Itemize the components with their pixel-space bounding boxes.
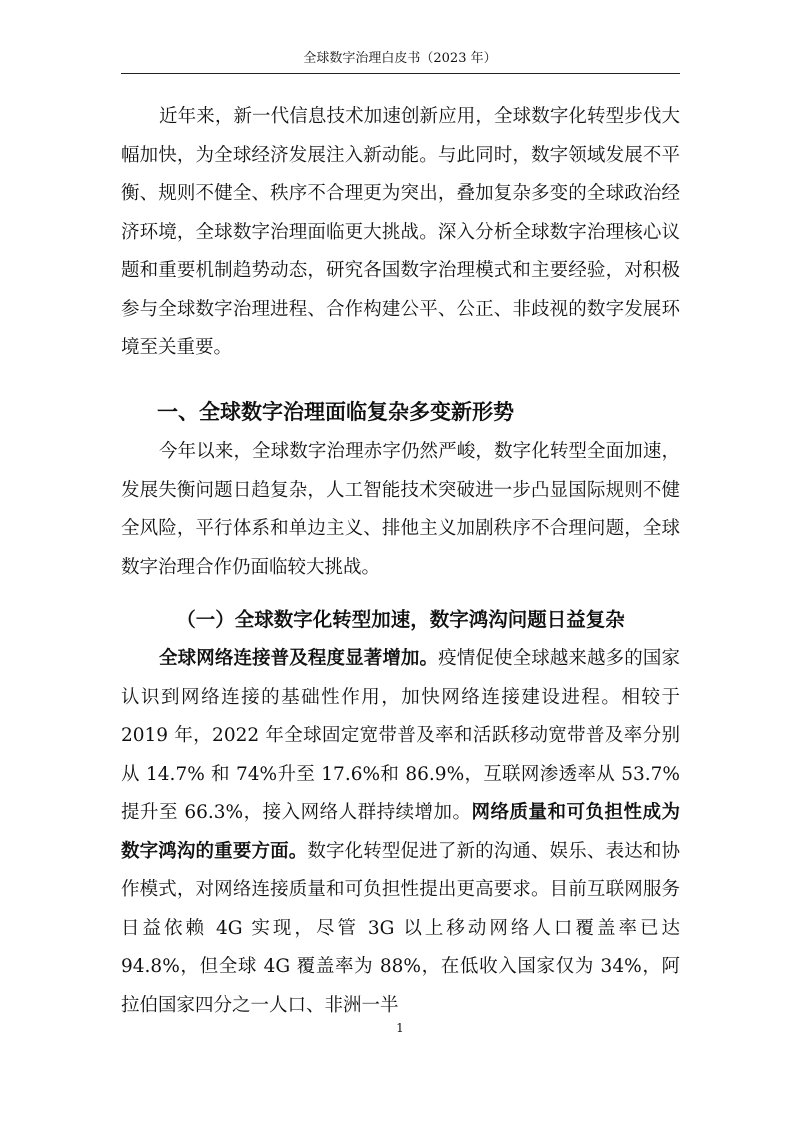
running-header: 全球数字治理白皮书（2023 年） <box>303 51 497 66</box>
subsection-paragraph <box>121 640 680 1025</box>
page-number: 1 <box>396 1021 404 1035</box>
header-divider <box>121 73 680 74</box>
lead-sentence-digital-divide: 网络质量和可负担性成为数字鸿沟的重要方面。 <box>121 802 680 862</box>
intro-paragraph: 近年来，新一代信息技术加速创新应用，全球数字化转型步伐大幅加快，为全球经济发展注入新动能。与此同时，数字领域发展不平衡、规则不健全、秩序不合理更为突出，叠加复杂多变的全球政治经济环境，全球数字治理面临更大挑战。深入分析全球数字治理核心议题和重要机制趋势动态，研究各国数字治理模式和主要经验，对积极参与全球数字治理进程、合作构建公平、公正、非歧视的数字发展环境至关重要。 <box>121 106 680 358</box>
section-paragraph: 今年以来，全球数字治理赤字仍然严峻，数字化转型全面加速，发展失衡问题日趋复杂，人工智能技术突破进一步凸显国际规则不健全风险，平行体系和单边主义、排他主义加剧秩序不合理问题，全球数字治理合作仍面临较大挑战。 <box>121 441 680 578</box>
section-heading: 一、全球数字治理面临复杂多变新形势 <box>157 400 514 424</box>
lead-sentence-connectivity: 全球网络连接普及程度显著增加。 <box>159 648 439 669</box>
body-text-digital-divide: 数字化转型促进了新的沟通、娱乐、表达和协作模式，对网络连接质量和可负担性提出更高要求。目前互联网服务日益依赖 4G 实现，尽管 3G 以上移动网络人口覆盖率已达 94.8%，但全球 4G 覆盖率为 88%，在低收入国家仅为 34%，阿拉伯国家四分之一人口、非洲一半 <box>121 840 680 1016</box>
subsection-heading: （一）全球数字化转型加速，数字鸿沟问题日益复杂 <box>176 608 625 631</box>
body-text-connectivity: 疫情促使全球越来越多的国家认识到网络连接的基础性作用，加快网络连接建设进程。相较于 2019 年，2022 年全球固定宽带普及率和活跃移动宽带普及率分别从 14.7% 和 74%升至 17.6%和 86.9%，互联网渗透率从 53.7%提升至 66.3%，接入网络人群持续增加。 <box>121 648 680 823</box>
